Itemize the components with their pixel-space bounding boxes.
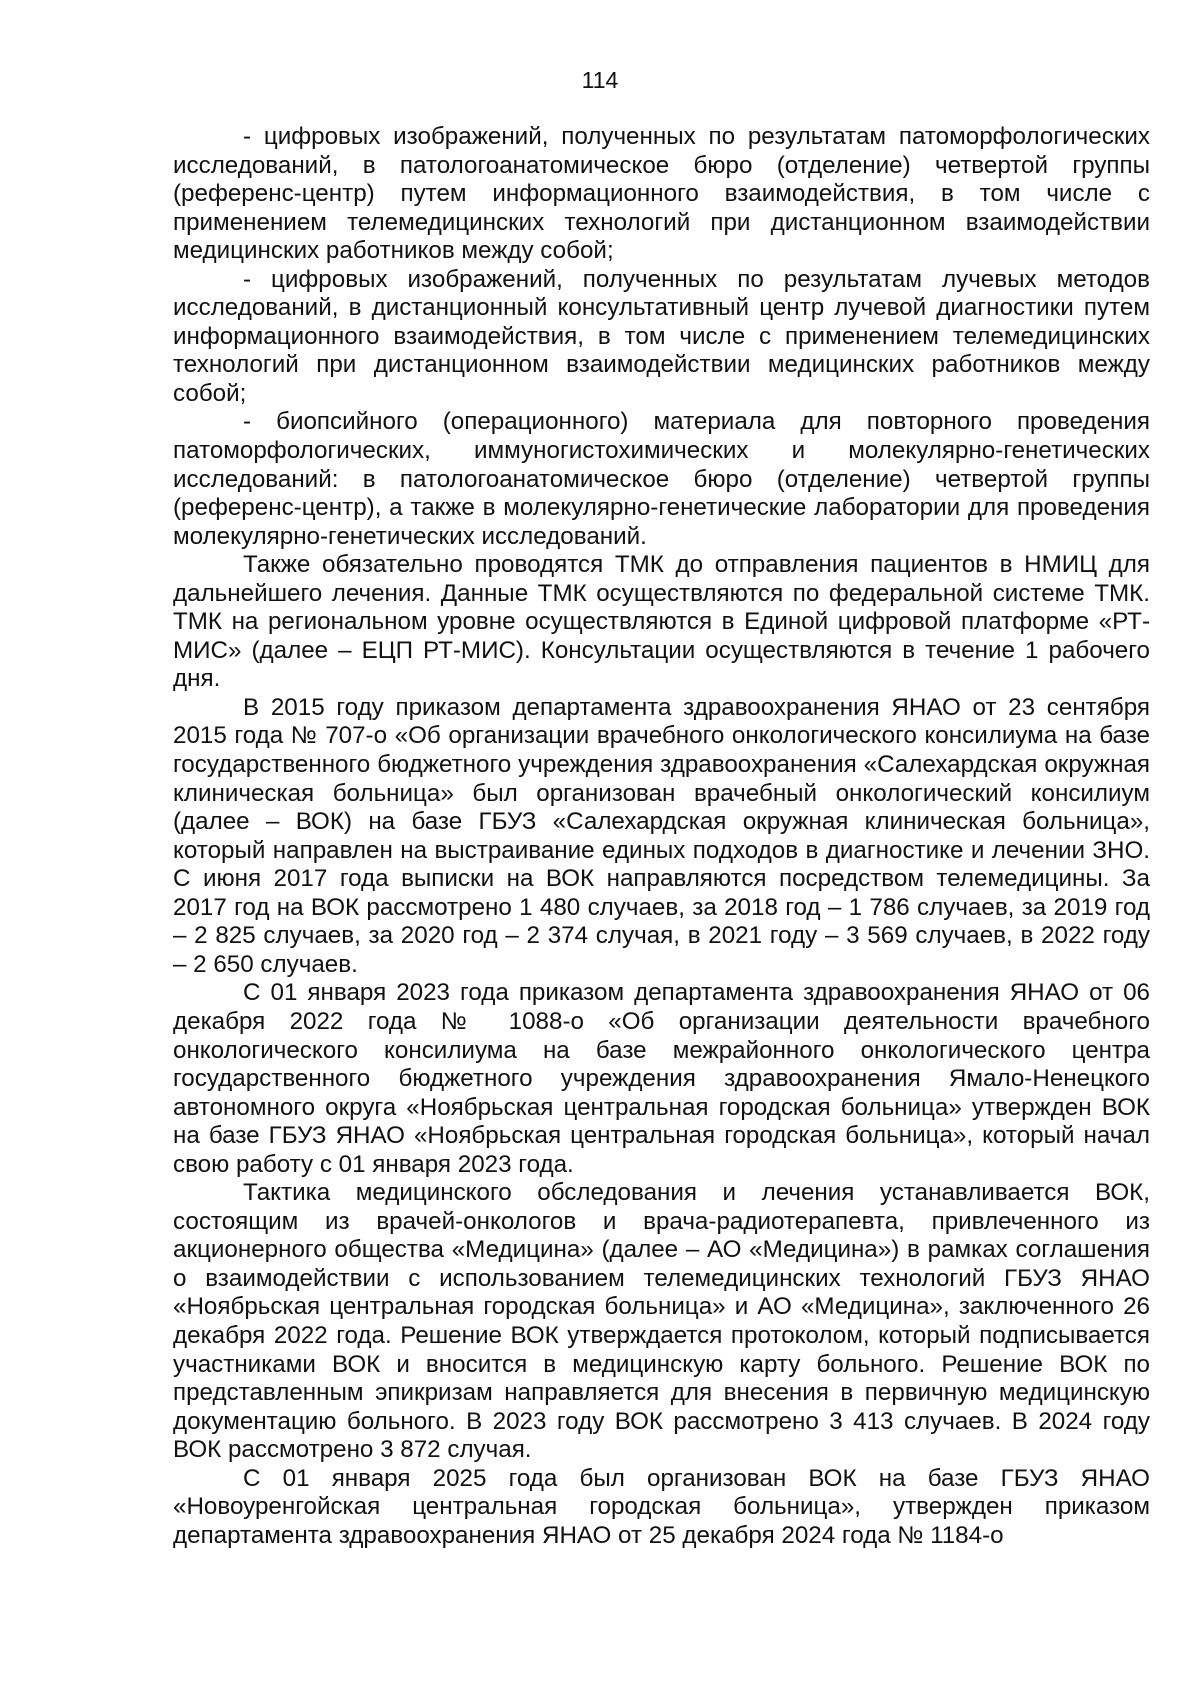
paragraph-biopsy-material: - биопсийного (операционного) материала для повторного проведения патоморфологических, иммуногистохимических и молекулярно-генетических исследований: в патологоанатомическое бюро (отделение) четвертой группы (референс-центр), а также в молекулярно-генетические лаборатории для проведения молекулярно-генетических исследований. bbox=[173, 408, 1150, 550]
paragraph-radiology-digital-images: - цифровых изображений, полученных по результатам патоморфологических исследований, в патологоанатомическое бюро (отделение) четвертой группы (референс-центр) путем информационного взаимодействия, в том числе с применением телемедицинских технологий при дистанционном взаимодействии медицинских работников между собой; bbox=[173, 123, 1150, 265]
page-number: 114 bbox=[581, 67, 619, 93]
paragraph-vok-2015: В 2015 году приказом департамента здравоохранения ЯНАО от 23 сентября 2015 года № 707-о «Об организации врачебного онкологического консилиума на базе государственного бюджетного учреждения здравоохранения «Салехардская окружная клиническая больница» был организован врачебный онкологический консилиум (далее – ВОК) на базе ГБУЗ «Салехардская окружная клиническая больница», который направлен на выстраивание единых подходов в диагностике и лечении ЗНО. С июня 2017 года выписки на ВОК направляются посредством телемедицины. За 2017 год на ВОК рассмотрено 1 480 случаев, за 2018 год – 1 786 случаев, за 2019 год – 2 825 случаев, за 2020 год – 2 374 случая, в 2021 году – 3 569 случаев, в 2022 году – 2 650 случаев. bbox=[173, 693, 1150, 978]
paragraph-radiology-consult-center: - цифровых изображений, полученных по результатам лучевых методов исследований, в дистанционный консультативный центр лучевой диагностики путем информационного взаимодействия, в том числе с применением телемедицинских технологий при дистанционном взаимодействии медицинских работников между собой; bbox=[173, 265, 1150, 407]
paragraph-tmk-before-nmic: Также обязательно проводятся ТМК до отправления пациентов в НМИЦ для дальнейшего лечения. Данные ТМК осуществляются по федеральной системе ТМК. ТМК на региональном уровне осуществляются в Единой цифровой платформе «РТ-МИС» (далее – ЕЦП РТ-МИС). Консультации осуществляются в течение 1 рабочего дня. bbox=[173, 551, 1150, 693]
paragraph-vok-2023: С 01 января 2023 года приказом департамента здравоохранения ЯНАО от 06 декабря 2022 года № 1088-о «Об организации деятельности врачебного онкологического консилиума на базе межрайонного онкологического центра государственного бюджетного учреждения здравоохранения Ямало-Ненецкого автономного округа «Ноябрьская центральная городская больница» утвержден ВОК на базе ГБУЗ ЯНАО «Ноябрьская центральная городская больница», который начал свою работу с 01 января 2023 года. bbox=[173, 979, 1150, 1178]
body-text bbox=[173, 123, 1150, 1550]
paragraph-vok-tactics: Тактика медицинского обследования и лечения устанавливается ВОК, состоящим из врачей-онкологов и врача-радиотерапевта, привлеченного из акционерного общества «Медицина» (далее – АО «Медицина») в рамках соглашения о взаимодействии с использованием телемедицинских технологий ГБУЗ ЯНАО «Ноябрьская центральная городская больница» и АО «Медицина», заключенного 26 декабря 2022 года. Решение ВОК утверждается протоколом, который подписывается участниками ВОК и вносится в медицинскую карту больного. Решение ВОК по представленным эпикризам направляется для внесения в первичную медицинскую документацию больного. В 2023 году ВОК рассмотрено 3 413 случаев. В 2024 году ВОК рассмотрено 3 872 случая. bbox=[173, 1179, 1150, 1464]
paragraph-vok-2025: С 01 января 2025 года был организован ВОК на базе ГБУЗ ЯНАО «Новоуренгойская центральная городская больница», утвержден приказом департамента здравоохранения ЯНАО от 25 декабря 2024 года № 1184-о bbox=[173, 1464, 1150, 1549]
